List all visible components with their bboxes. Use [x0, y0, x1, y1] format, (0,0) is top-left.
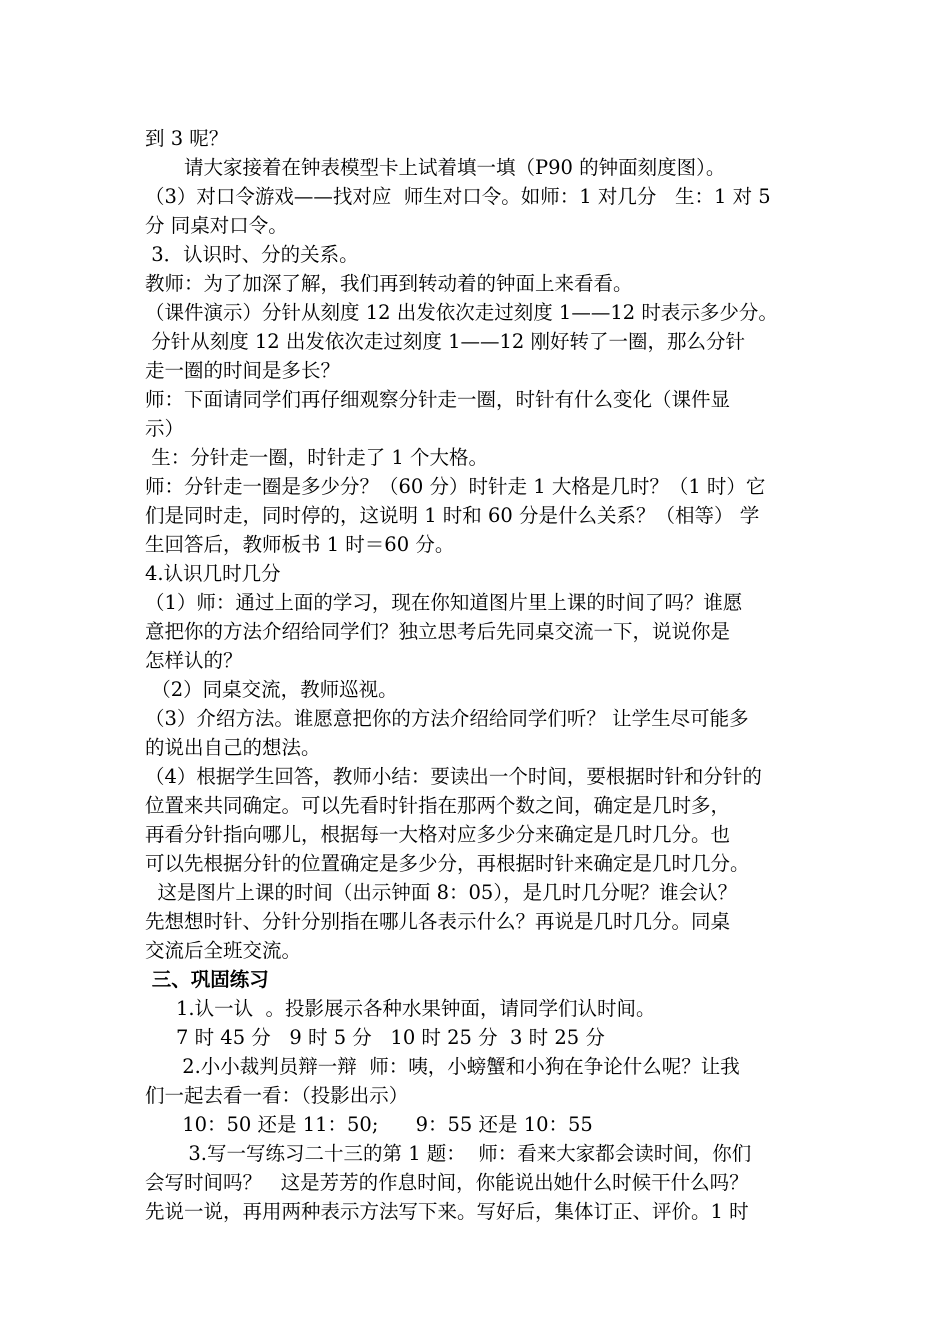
text-line: （课件演示）分针从刻度 12 出发依次走过刻度 1——12 时表示多少分。: [145, 301, 778, 324]
text-line: 1.认一认 。投影展示各种水果钟面，请同学们认时间。: [145, 997, 656, 1020]
text-line: 的说出自己的想法。: [145, 736, 321, 759]
text-line: 再看分针指向哪儿，根据每一大格对应多少分来确定是几时几分。也: [145, 823, 731, 846]
text-line: 可以先根据分针的位置确定是多少分，再根据时针来确定是几时几分。: [145, 852, 750, 875]
text-line: 们是同时走，同时停的，这说明 1 时和 60 分是什么关系？（相等） 学: [145, 504, 760, 527]
text-line: 3．认识时、分的关系。: [145, 243, 359, 266]
text-line: 分 同桌对口令。: [145, 214, 288, 237]
text-line: 怎样认的？: [145, 649, 243, 672]
text-line: （1）师：通过上面的学习，现在你知道图片里上课的时间了吗？谁愿: [145, 591, 743, 614]
text-line: 先说一说，再用两种表示方法写下来。写好后，集体订正、评价。1 时: [145, 1200, 749, 1223]
text-line: 先想想时针、分针分别指在哪儿各表示什么？再说是几时几分。同桌: [145, 910, 731, 933]
text-line: 7 时 45 分 9 时 5 分 10 时 25 分 3 时 25 分: [145, 1026, 605, 1049]
text-line: 到 3 呢？: [145, 127, 229, 150]
text-line: 示）: [145, 417, 185, 440]
text-line: 3.写一写练习二十三的第 1 题： 师：看来大家都会读时间，你们: [145, 1142, 752, 1165]
text-line: 教师：为了加深了解，我们再到转动着的钟面上来看看。: [145, 272, 633, 295]
text-line: （2）同桌交流，教师巡视。: [145, 678, 398, 701]
text-line: 分针从刻度 12 出发依次走过刻度 1——12 刚好转了一圈，那么分针: [145, 330, 746, 353]
text-line: （4）根据学生回答，教师小结：要读出一个时间，要根据时针和分针的: [145, 765, 762, 788]
text-line: 位置来共同确定。可以先看时针指在那两个数之间，确定是几时多，: [145, 794, 731, 817]
section-heading: 三、巩固练习: [145, 968, 269, 991]
text-line: 走一圈的时间是多长？: [145, 359, 341, 382]
text-line: 2.小小裁判员辩一辩 师：咦，小螃蟹和小狗在争论什么呢？让我: [145, 1055, 740, 1078]
text-line: 师：分针走一圈是多少分？（60 分）时针走 1 大格是几时？（1 时）它: [145, 475, 766, 498]
document-page: [145, 124, 813, 1226]
text-line: 10：50 还是 11：50; 9：55 还是 10：55: [145, 1113, 593, 1136]
text-line: 们一起去看一看：（投影出示）: [145, 1084, 409, 1107]
text-line: 这是图片上课的时间（出示钟面 8：05），是几时几分呢？谁会认？: [145, 881, 738, 904]
text-line: 交流后全班交流。: [145, 939, 302, 962]
text-line: 生：分针走一圈，时针走了 1 个大格。: [145, 446, 489, 469]
text-line: 生回答后，教师板书 1 时＝60 分。: [145, 533, 455, 556]
text-line: 意把你的方法介绍给同学们？独立思考后先同桌交流一下，说说你是: [145, 620, 731, 643]
text-line: 会写时间吗？ 这是芳芳的作息时间，你能说出她什么时候干什么吗？: [145, 1171, 749, 1194]
text-line: 师：下面请同学们再仔细观察分针走一圈，时针有什么变化（课件显: [145, 388, 731, 411]
text-line: 请大家接着在钟表模型卡上试着填一填（P90 的钟面刻度图）。: [145, 156, 726, 179]
text-line: 4.认识几时几分: [145, 562, 281, 585]
text-line: （3）对口令游戏——找对应 师生对口令。如师：1 对几分 生：1 对 5: [145, 185, 771, 208]
text-line: （3）介绍方法。谁愿意把你的方法介绍给同学们听？ 让学生尽可能多: [145, 707, 749, 730]
